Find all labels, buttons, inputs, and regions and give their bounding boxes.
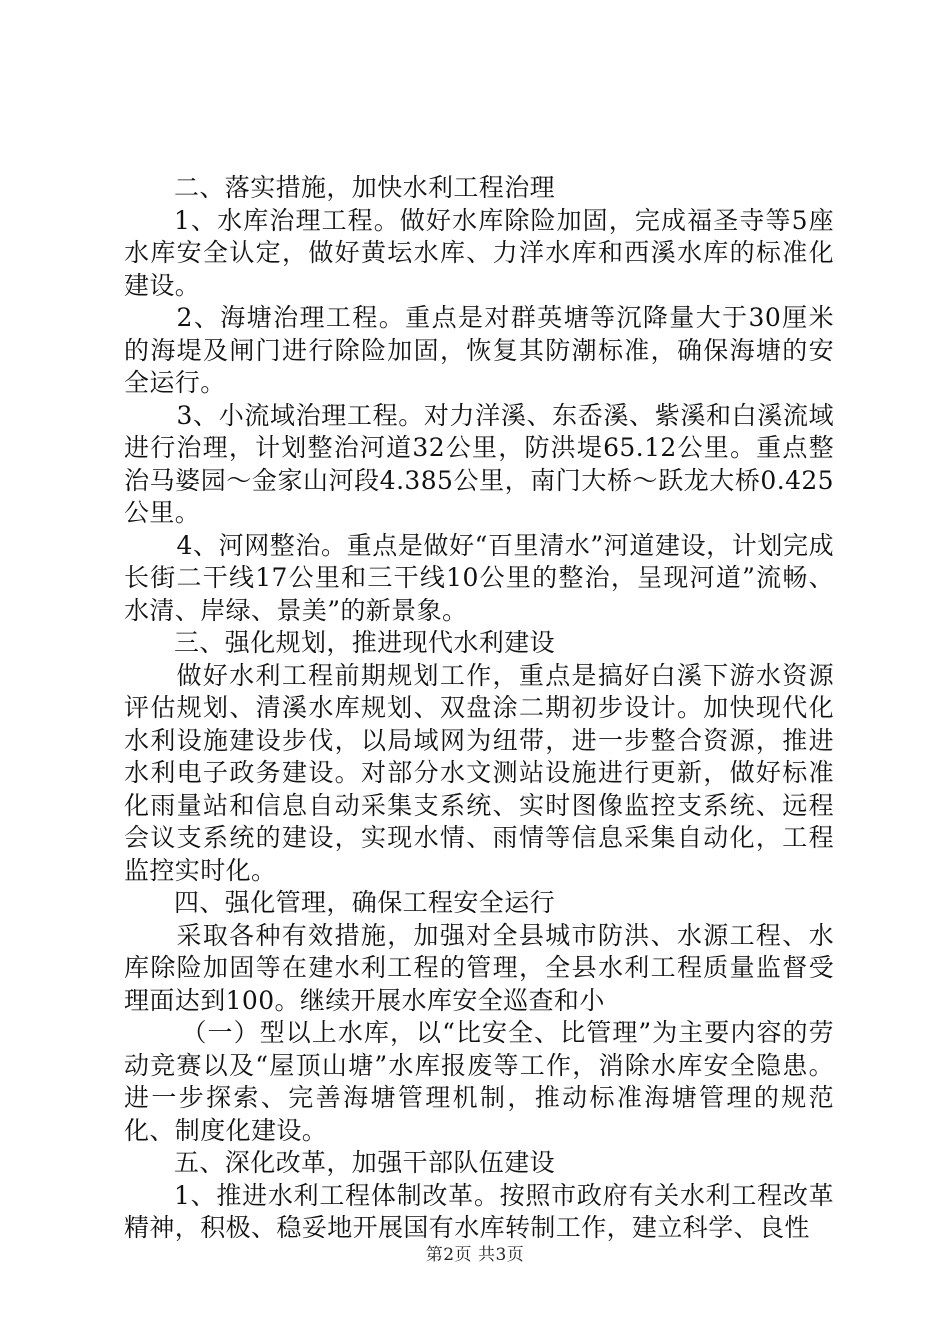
paragraph-reservoir-project: 1、水库治理工程。做好水库除险加固，完成福圣寺等5座水库安全认定，做好黄坛水库、力洋水库和西溪水库的标准化建设。 (124, 205, 834, 300)
paragraph-reform: 1、推进水利工程体制改革。按照市政府有关水利工程改革精神，积极、稳妥地开展国有水库转制工作，建立科学、良性 (124, 1180, 834, 1242)
paragraph-river-network: 4、河网整治。重点是做好“百里清水”河道建设，计划完成长街二干线17公里和三干线10公里的整治，呈现河道”流畅、水清、岸绿、景美”的新景象。 (124, 530, 834, 625)
page-number-footer: 第2页 共3页 (425, 1245, 525, 1265)
paragraph-planning: 做好水利工程前期规划工作，重点是搞好白溪下游水资源评估规划、清溪水库规划、双盘涂二期初步设计。加快现代化水利设施建设步伐，以局域网为纽带，进一步整合资源，推进水利电子政务建设。对部分水文测站设施进行更新，做好标准化雨量站和信息自动采集支系统、实时图像监控支系统、远程会议支系统的建设，实现水情、雨情等信息采集自动化，工程监控实时化。 (124, 660, 834, 885)
paragraph-seawall-project: 2、海塘治理工程。重点是对群英塘等沉降量大于30厘米的海堤及闸门进行除险加固，恢复其防潮标准，确保海塘的安全运行。 (124, 303, 834, 397)
paragraph-management: 采取各种有效措施，加强对全县城市防洪、水源工程、水库除险加固等在建水利工程的管理，全县水利工程质量监督受理面达到100。继续开展水库安全巡查和小 (124, 920, 834, 1015)
section-heading-2: 二、落实措施，加快水利工程治理 (174, 173, 556, 202)
section-heading-5: 五、深化改革，加强干部队伍建设 (174, 1148, 556, 1177)
paragraph-small-reservoirs: （一）型以上水库，以“比安全、比管理”为主要内容的劳动竞赛以及“屋顶山塘”水库报废等工作，消除水库安全隐患。进一步探索、完善海塘管理机制，推动标准海塘管理的规范化、制度化建设。 (124, 1018, 834, 1145)
section-heading-3: 三、强化规划，推进现代水利建设 (174, 628, 556, 657)
document-body (124, 172, 834, 1245)
section-heading-4: 四、强化管理，确保工程安全运行 (174, 888, 556, 917)
paragraph-watershed-project: 3、小流域治理工程。对力洋溪、东岙溪、紫溪和白溪流域进行治理，计划整治河道32公里，防洪堤65.12公里。重点整治马婆园～金家山河段4.385公里，南门大桥～跃龙大桥0.425公里。 (124, 400, 834, 527)
